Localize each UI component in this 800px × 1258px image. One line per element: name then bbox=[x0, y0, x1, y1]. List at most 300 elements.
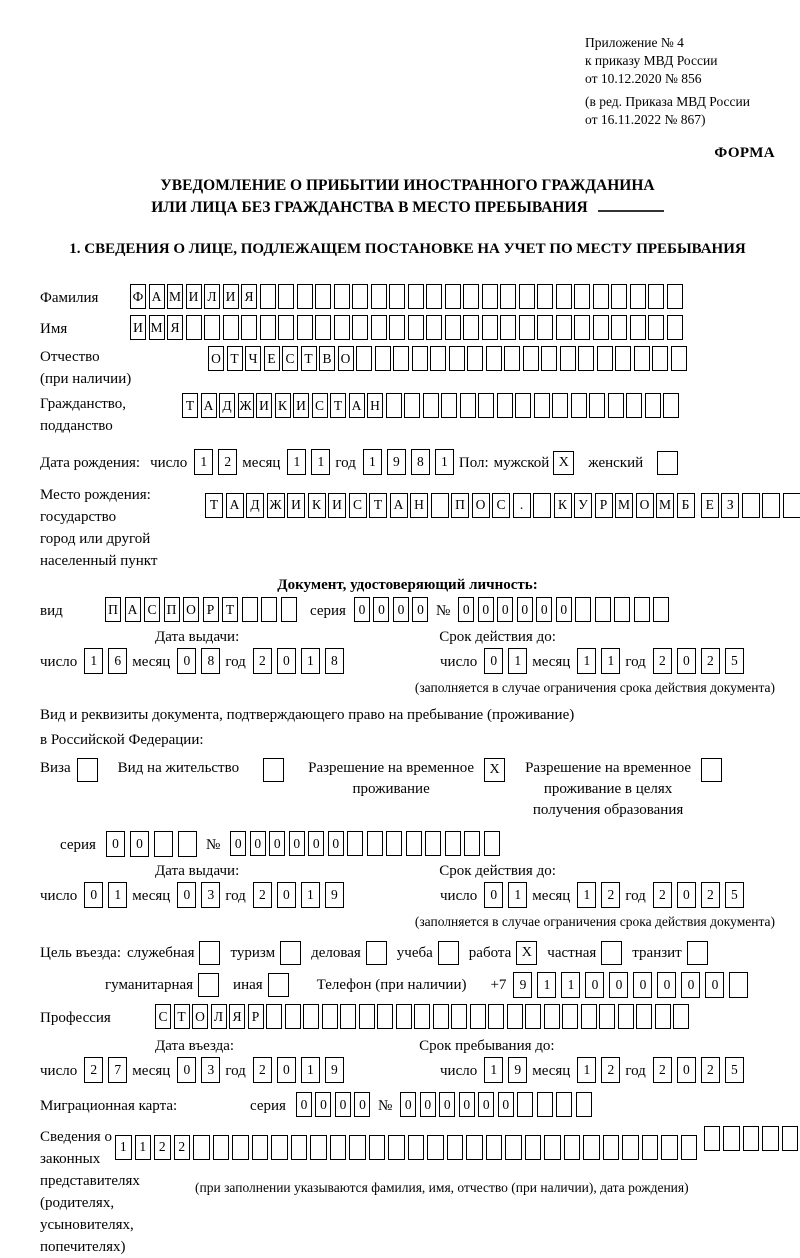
female-checkbox[interactable] bbox=[657, 451, 678, 475]
char-cell[interactable]: 2 bbox=[174, 1135, 191, 1160]
char-cell[interactable] bbox=[507, 1004, 523, 1029]
char-cell[interactable]: И bbox=[293, 393, 309, 418]
char-cell[interactable]: 5 bbox=[725, 648, 744, 674]
char-cell[interactable]: 5 bbox=[725, 1057, 744, 1083]
char-cell[interactable] bbox=[223, 315, 239, 340]
char-cell[interactable] bbox=[347, 831, 363, 856]
char-cell[interactable] bbox=[642, 1135, 659, 1160]
char-cell[interactable]: В bbox=[319, 346, 335, 371]
char-cell[interactable] bbox=[330, 1135, 347, 1160]
char-cell[interactable] bbox=[431, 493, 449, 518]
char-cell[interactable] bbox=[241, 315, 257, 340]
char-cell[interactable] bbox=[704, 1126, 721, 1151]
char-cell[interactable]: 9 bbox=[508, 1057, 527, 1083]
char-cell[interactable] bbox=[426, 284, 442, 309]
citizenship-boxes[interactable] bbox=[182, 393, 682, 418]
residence-issue-year-boxes[interactable] bbox=[253, 882, 349, 908]
residence-valid-month-boxes[interactable] bbox=[577, 882, 625, 908]
char-cell[interactable] bbox=[315, 315, 331, 340]
char-cell[interactable] bbox=[322, 1004, 338, 1029]
char-cell[interactable] bbox=[310, 1135, 327, 1160]
char-cell[interactable]: 2 bbox=[218, 449, 237, 475]
char-cell[interactable]: 1 bbox=[311, 449, 330, 475]
char-cell[interactable]: 0 bbox=[459, 1092, 475, 1117]
char-cell[interactable] bbox=[404, 393, 420, 418]
residence-number-boxes[interactable] bbox=[230, 831, 503, 856]
char-cell[interactable] bbox=[334, 284, 350, 309]
char-cell[interactable] bbox=[630, 315, 646, 340]
char-cell[interactable]: 1 bbox=[84, 648, 103, 674]
char-cell[interactable]: К bbox=[554, 493, 572, 518]
char-cell[interactable] bbox=[425, 831, 441, 856]
char-cell[interactable] bbox=[671, 346, 687, 371]
char-cell[interactable] bbox=[611, 315, 627, 340]
char-cell[interactable] bbox=[533, 493, 551, 518]
representatives-boxes-row2[interactable] bbox=[704, 1126, 800, 1151]
char-cell[interactable]: Я bbox=[229, 1004, 245, 1029]
char-cell[interactable]: Р bbox=[595, 493, 613, 518]
char-cell[interactable] bbox=[595, 597, 611, 622]
char-cell[interactable] bbox=[576, 1092, 592, 1117]
char-cell[interactable]: 1 bbox=[577, 1057, 596, 1083]
char-cell[interactable] bbox=[541, 346, 557, 371]
char-cell[interactable]: 1 bbox=[577, 882, 596, 908]
char-cell[interactable] bbox=[252, 1135, 269, 1160]
char-cell[interactable]: 0 bbox=[517, 597, 533, 622]
char-cell[interactable]: 2 bbox=[653, 648, 672, 674]
char-cell[interactable] bbox=[356, 346, 372, 371]
char-cell[interactable] bbox=[260, 315, 276, 340]
char-cell[interactable] bbox=[449, 346, 465, 371]
char-cell[interactable]: 8 bbox=[411, 449, 430, 475]
char-cell[interactable]: Т bbox=[182, 393, 198, 418]
char-cell[interactable] bbox=[574, 315, 590, 340]
phone-boxes[interactable] bbox=[513, 972, 753, 998]
char-cell[interactable]: М bbox=[167, 284, 183, 309]
char-cell[interactable]: Д bbox=[219, 393, 235, 418]
purpose-other-checkbox[interactable] bbox=[268, 973, 289, 997]
char-cell[interactable] bbox=[186, 315, 202, 340]
char-cell[interactable]: 0 bbox=[497, 597, 513, 622]
char-cell[interactable]: 3 bbox=[201, 1057, 220, 1083]
char-cell[interactable]: 2 bbox=[653, 882, 672, 908]
char-cell[interactable] bbox=[593, 315, 609, 340]
char-cell[interactable]: 0 bbox=[478, 1092, 494, 1117]
char-cell[interactable] bbox=[445, 315, 461, 340]
char-cell[interactable]: 9 bbox=[325, 1057, 344, 1083]
char-cell[interactable]: 7 bbox=[108, 1057, 127, 1083]
char-cell[interactable] bbox=[232, 1135, 249, 1160]
char-cell[interactable] bbox=[552, 393, 568, 418]
char-cell[interactable]: 0 bbox=[484, 882, 503, 908]
char-cell[interactable]: 0 bbox=[373, 597, 389, 622]
char-cell[interactable] bbox=[441, 393, 457, 418]
char-cell[interactable]: . bbox=[513, 493, 531, 518]
char-cell[interactable]: П bbox=[164, 597, 180, 622]
char-cell[interactable]: 0 bbox=[308, 831, 324, 856]
char-cell[interactable] bbox=[497, 393, 513, 418]
char-cell[interactable] bbox=[482, 315, 498, 340]
char-cell[interactable]: С bbox=[349, 493, 367, 518]
char-cell[interactable]: Е bbox=[264, 346, 280, 371]
char-cell[interactable]: 1 bbox=[301, 1057, 320, 1083]
char-cell[interactable] bbox=[762, 493, 780, 518]
char-cell[interactable]: И bbox=[328, 493, 346, 518]
char-cell[interactable] bbox=[578, 346, 594, 371]
char-cell[interactable] bbox=[515, 393, 531, 418]
char-cell[interactable] bbox=[281, 597, 297, 622]
char-cell[interactable]: 0 bbox=[177, 882, 196, 908]
issue-day-boxes[interactable] bbox=[84, 648, 132, 674]
purpose-work-checkbox[interactable]: X bbox=[516, 941, 537, 965]
char-cell[interactable]: О bbox=[338, 346, 354, 371]
char-cell[interactable] bbox=[334, 315, 350, 340]
char-cell[interactable] bbox=[544, 1004, 560, 1029]
char-cell[interactable] bbox=[393, 346, 409, 371]
char-cell[interactable] bbox=[464, 831, 480, 856]
char-cell[interactable] bbox=[242, 597, 258, 622]
char-cell[interactable] bbox=[386, 831, 402, 856]
char-cell[interactable]: 2 bbox=[653, 1057, 672, 1083]
char-cell[interactable] bbox=[560, 346, 576, 371]
residence-permit-checkbox[interactable] bbox=[263, 758, 284, 782]
char-cell[interactable] bbox=[278, 315, 294, 340]
char-cell[interactable]: О bbox=[192, 1004, 208, 1029]
char-cell[interactable]: 2 bbox=[601, 882, 620, 908]
char-cell[interactable] bbox=[285, 1004, 301, 1029]
char-cell[interactable] bbox=[622, 1135, 639, 1160]
char-cell[interactable] bbox=[723, 1126, 740, 1151]
char-cell[interactable] bbox=[396, 1004, 412, 1029]
char-cell[interactable]: 0 bbox=[130, 831, 149, 857]
char-cell[interactable] bbox=[367, 831, 383, 856]
char-cell[interactable] bbox=[537, 1092, 553, 1117]
char-cell[interactable]: 0 bbox=[657, 972, 676, 998]
char-cell[interactable] bbox=[681, 1135, 698, 1160]
char-cell[interactable]: О bbox=[183, 597, 199, 622]
char-cell[interactable] bbox=[534, 393, 550, 418]
entry-day-boxes[interactable] bbox=[84, 1057, 132, 1083]
char-cell[interactable] bbox=[369, 1135, 386, 1160]
char-cell[interactable] bbox=[414, 1004, 430, 1029]
char-cell[interactable] bbox=[636, 1004, 652, 1029]
char-cell[interactable] bbox=[593, 284, 609, 309]
char-cell[interactable]: 0 bbox=[420, 1092, 436, 1117]
char-cell[interactable]: 9 bbox=[325, 882, 344, 908]
char-cell[interactable]: А bbox=[149, 284, 165, 309]
char-cell[interactable]: 0 bbox=[677, 1057, 696, 1083]
purpose-humanitarian-checkbox[interactable] bbox=[198, 973, 219, 997]
char-cell[interactable]: 0 bbox=[609, 972, 628, 998]
char-cell[interactable]: 0 bbox=[277, 648, 296, 674]
char-cell[interactable] bbox=[564, 1135, 581, 1160]
char-cell[interactable]: 1 bbox=[301, 648, 320, 674]
rvp-education-checkbox[interactable] bbox=[701, 758, 722, 782]
char-cell[interactable]: 0 bbox=[230, 831, 246, 856]
migration-series-boxes[interactable] bbox=[296, 1092, 374, 1117]
valid-month-boxes[interactable] bbox=[577, 648, 625, 674]
surname-boxes[interactable] bbox=[130, 284, 685, 309]
char-cell[interactable]: Н bbox=[367, 393, 383, 418]
char-cell[interactable] bbox=[278, 284, 294, 309]
char-cell[interactable]: П bbox=[105, 597, 121, 622]
char-cell[interactable] bbox=[597, 346, 613, 371]
char-cell[interactable]: Б bbox=[677, 493, 695, 518]
purpose-study-checkbox[interactable] bbox=[438, 941, 459, 965]
char-cell[interactable]: 1 bbox=[115, 1135, 132, 1160]
char-cell[interactable]: 2 bbox=[154, 1135, 171, 1160]
char-cell[interactable] bbox=[412, 346, 428, 371]
char-cell[interactable] bbox=[261, 597, 277, 622]
char-cell[interactable]: 0 bbox=[289, 831, 305, 856]
char-cell[interactable] bbox=[467, 346, 483, 371]
char-cell[interactable]: М bbox=[656, 493, 674, 518]
char-cell[interactable]: 0 bbox=[681, 972, 700, 998]
char-cell[interactable] bbox=[427, 1135, 444, 1160]
char-cell[interactable] bbox=[537, 284, 553, 309]
char-cell[interactable]: 0 bbox=[269, 831, 285, 856]
char-cell[interactable]: 0 bbox=[498, 1092, 514, 1117]
char-cell[interactable]: 1 bbox=[435, 449, 454, 475]
char-cell[interactable]: Т bbox=[301, 346, 317, 371]
char-cell[interactable] bbox=[653, 597, 669, 622]
patronymic-boxes[interactable] bbox=[208, 346, 689, 371]
char-cell[interactable] bbox=[371, 315, 387, 340]
char-cell[interactable]: 2 bbox=[253, 1057, 272, 1083]
entry-year-boxes[interactable] bbox=[253, 1057, 349, 1083]
char-cell[interactable]: 2 bbox=[601, 1057, 620, 1083]
char-cell[interactable]: О bbox=[208, 346, 224, 371]
char-cell[interactable] bbox=[783, 493, 800, 518]
char-cell[interactable] bbox=[505, 1135, 522, 1160]
char-cell[interactable] bbox=[562, 1004, 578, 1029]
char-cell[interactable] bbox=[266, 1004, 282, 1029]
visa-checkbox[interactable] bbox=[77, 758, 98, 782]
char-cell[interactable]: Ж bbox=[267, 493, 285, 518]
stay-month-boxes[interactable] bbox=[577, 1057, 625, 1083]
char-cell[interactable]: С bbox=[312, 393, 328, 418]
char-cell[interactable]: А bbox=[349, 393, 365, 418]
char-cell[interactable] bbox=[297, 284, 313, 309]
char-cell[interactable]: 0 bbox=[677, 648, 696, 674]
char-cell[interactable]: Т bbox=[205, 493, 223, 518]
char-cell[interactable] bbox=[423, 393, 439, 418]
char-cell[interactable]: 2 bbox=[84, 1057, 103, 1083]
doc-number-boxes[interactable] bbox=[458, 597, 673, 622]
char-cell[interactable]: И bbox=[130, 315, 146, 340]
char-cell[interactable] bbox=[349, 1135, 366, 1160]
char-cell[interactable] bbox=[652, 346, 668, 371]
char-cell[interactable]: У bbox=[574, 493, 592, 518]
char-cell[interactable]: 1 bbox=[135, 1135, 152, 1160]
char-cell[interactable]: И bbox=[256, 393, 272, 418]
char-cell[interactable] bbox=[544, 1135, 561, 1160]
char-cell[interactable] bbox=[556, 315, 572, 340]
char-cell[interactable]: Т bbox=[222, 597, 238, 622]
char-cell[interactable] bbox=[519, 284, 535, 309]
char-cell[interactable]: О bbox=[472, 493, 490, 518]
char-cell[interactable]: 1 bbox=[508, 648, 527, 674]
char-cell[interactable] bbox=[463, 315, 479, 340]
char-cell[interactable]: С bbox=[155, 1004, 171, 1029]
char-cell[interactable] bbox=[648, 284, 664, 309]
char-cell[interactable] bbox=[315, 284, 331, 309]
char-cell[interactable] bbox=[599, 1004, 615, 1029]
char-cell[interactable]: С bbox=[282, 346, 298, 371]
char-cell[interactable]: 9 bbox=[387, 449, 406, 475]
char-cell[interactable]: Я bbox=[167, 315, 183, 340]
residence-issue-month-boxes[interactable] bbox=[177, 882, 225, 908]
char-cell[interactable]: О bbox=[636, 493, 654, 518]
char-cell[interactable]: Л bbox=[204, 284, 220, 309]
char-cell[interactable]: 8 bbox=[325, 648, 344, 674]
char-cell[interactable]: 0 bbox=[106, 831, 125, 857]
char-cell[interactable]: Я bbox=[241, 284, 257, 309]
char-cell[interactable]: М bbox=[615, 493, 633, 518]
char-cell[interactable]: 1 bbox=[108, 882, 127, 908]
char-cell[interactable] bbox=[213, 1135, 230, 1160]
char-cell[interactable]: 0 bbox=[458, 597, 474, 622]
char-cell[interactable]: 1 bbox=[484, 1057, 503, 1083]
char-cell[interactable]: 0 bbox=[439, 1092, 455, 1117]
char-cell[interactable] bbox=[581, 1004, 597, 1029]
char-cell[interactable]: Т bbox=[174, 1004, 190, 1029]
char-cell[interactable] bbox=[574, 284, 590, 309]
char-cell[interactable] bbox=[340, 1004, 356, 1029]
char-cell[interactable]: 0 bbox=[484, 648, 503, 674]
char-cell[interactable] bbox=[500, 315, 516, 340]
char-cell[interactable]: 1 bbox=[508, 882, 527, 908]
char-cell[interactable] bbox=[430, 346, 446, 371]
purpose-official-checkbox[interactable] bbox=[199, 941, 220, 965]
char-cell[interactable] bbox=[445, 831, 461, 856]
char-cell[interactable] bbox=[470, 1004, 486, 1029]
char-cell[interactable] bbox=[352, 315, 368, 340]
char-cell[interactable] bbox=[663, 393, 679, 418]
birthplace-boxes-row2[interactable] bbox=[701, 493, 800, 518]
char-cell[interactable] bbox=[537, 315, 553, 340]
char-cell[interactable] bbox=[260, 284, 276, 309]
char-cell[interactable]: К bbox=[275, 393, 291, 418]
char-cell[interactable]: 1 bbox=[561, 972, 580, 998]
char-cell[interactable]: Л bbox=[211, 1004, 227, 1029]
char-cell[interactable] bbox=[523, 346, 539, 371]
char-cell[interactable]: 2 bbox=[253, 648, 272, 674]
char-cell[interactable] bbox=[460, 393, 476, 418]
char-cell[interactable]: 1 bbox=[194, 449, 213, 475]
char-cell[interactable]: 0 bbox=[335, 1092, 351, 1117]
char-cell[interactable] bbox=[488, 1004, 504, 1029]
char-cell[interactable] bbox=[782, 1126, 799, 1151]
char-cell[interactable] bbox=[575, 597, 591, 622]
char-cell[interactable] bbox=[583, 1135, 600, 1160]
char-cell[interactable] bbox=[389, 284, 405, 309]
char-cell[interactable] bbox=[661, 1135, 678, 1160]
char-cell[interactable]: 0 bbox=[177, 1057, 196, 1083]
char-cell[interactable] bbox=[271, 1135, 288, 1160]
birth-month-boxes[interactable] bbox=[287, 449, 335, 475]
char-cell[interactable]: 2 bbox=[701, 1057, 720, 1083]
purpose-transit-checkbox[interactable] bbox=[687, 941, 708, 965]
char-cell[interactable] bbox=[478, 393, 494, 418]
char-cell[interactable] bbox=[451, 1004, 467, 1029]
char-cell[interactable]: Т bbox=[330, 393, 346, 418]
char-cell[interactable]: К bbox=[308, 493, 326, 518]
char-cell[interactable] bbox=[626, 393, 642, 418]
char-cell[interactable]: 0 bbox=[677, 882, 696, 908]
char-cell[interactable]: Д bbox=[246, 493, 264, 518]
name-boxes[interactable] bbox=[130, 315, 685, 340]
char-cell[interactable] bbox=[608, 393, 624, 418]
char-cell[interactable]: А bbox=[390, 493, 408, 518]
char-cell[interactable]: 0 bbox=[705, 972, 724, 998]
char-cell[interactable] bbox=[645, 393, 661, 418]
char-cell[interactable] bbox=[297, 315, 313, 340]
char-cell[interactable] bbox=[486, 1135, 503, 1160]
char-cell[interactable] bbox=[634, 597, 650, 622]
char-cell[interactable]: И bbox=[287, 493, 305, 518]
char-cell[interactable]: М bbox=[149, 315, 165, 340]
char-cell[interactable]: 2 bbox=[253, 882, 272, 908]
char-cell[interactable]: 0 bbox=[412, 597, 428, 622]
male-checkbox[interactable]: X bbox=[553, 451, 574, 475]
representatives-boxes-row1[interactable] bbox=[115, 1135, 700, 1160]
char-cell[interactable] bbox=[371, 284, 387, 309]
char-cell[interactable]: Р bbox=[248, 1004, 264, 1029]
char-cell[interactable] bbox=[504, 346, 520, 371]
char-cell[interactable]: Е bbox=[701, 493, 719, 518]
doc-kind-boxes[interactable] bbox=[105, 597, 300, 622]
char-cell[interactable]: 0 bbox=[177, 648, 196, 674]
char-cell[interactable] bbox=[556, 1092, 572, 1117]
issue-year-boxes[interactable] bbox=[253, 648, 349, 674]
char-cell[interactable]: И bbox=[223, 284, 239, 309]
char-cell[interactable] bbox=[486, 346, 502, 371]
char-cell[interactable]: 0 bbox=[585, 972, 604, 998]
char-cell[interactable] bbox=[466, 1135, 483, 1160]
char-cell[interactable] bbox=[352, 284, 368, 309]
char-cell[interactable] bbox=[445, 284, 461, 309]
valid-year-boxes[interactable] bbox=[653, 648, 749, 674]
char-cell[interactable] bbox=[463, 284, 479, 309]
char-cell[interactable]: 0 bbox=[277, 1057, 296, 1083]
char-cell[interactable]: 2 bbox=[701, 648, 720, 674]
valid-day-boxes[interactable] bbox=[484, 648, 532, 674]
stay-day-boxes[interactable] bbox=[484, 1057, 532, 1083]
char-cell[interactable] bbox=[482, 284, 498, 309]
char-cell[interactable] bbox=[615, 346, 631, 371]
char-cell[interactable]: 1 bbox=[577, 648, 596, 674]
char-cell[interactable]: 0 bbox=[354, 597, 370, 622]
entry-month-boxes[interactable] bbox=[177, 1057, 225, 1083]
char-cell[interactable]: 6 bbox=[108, 648, 127, 674]
char-cell[interactable] bbox=[359, 1004, 375, 1029]
char-cell[interactable] bbox=[742, 493, 760, 518]
char-cell[interactable] bbox=[388, 1135, 405, 1160]
char-cell[interactable] bbox=[375, 346, 391, 371]
char-cell[interactable] bbox=[517, 1092, 533, 1117]
char-cell[interactable]: 0 bbox=[478, 597, 494, 622]
residence-valid-year-boxes[interactable] bbox=[653, 882, 749, 908]
char-cell[interactable] bbox=[291, 1135, 308, 1160]
char-cell[interactable]: С bbox=[492, 493, 510, 518]
char-cell[interactable] bbox=[426, 315, 442, 340]
char-cell[interactable]: 0 bbox=[633, 972, 652, 998]
profession-boxes[interactable] bbox=[155, 1004, 692, 1029]
migration-number-boxes[interactable] bbox=[400, 1092, 595, 1117]
stay-year-boxes[interactable] bbox=[653, 1057, 749, 1083]
char-cell[interactable] bbox=[655, 1004, 671, 1029]
